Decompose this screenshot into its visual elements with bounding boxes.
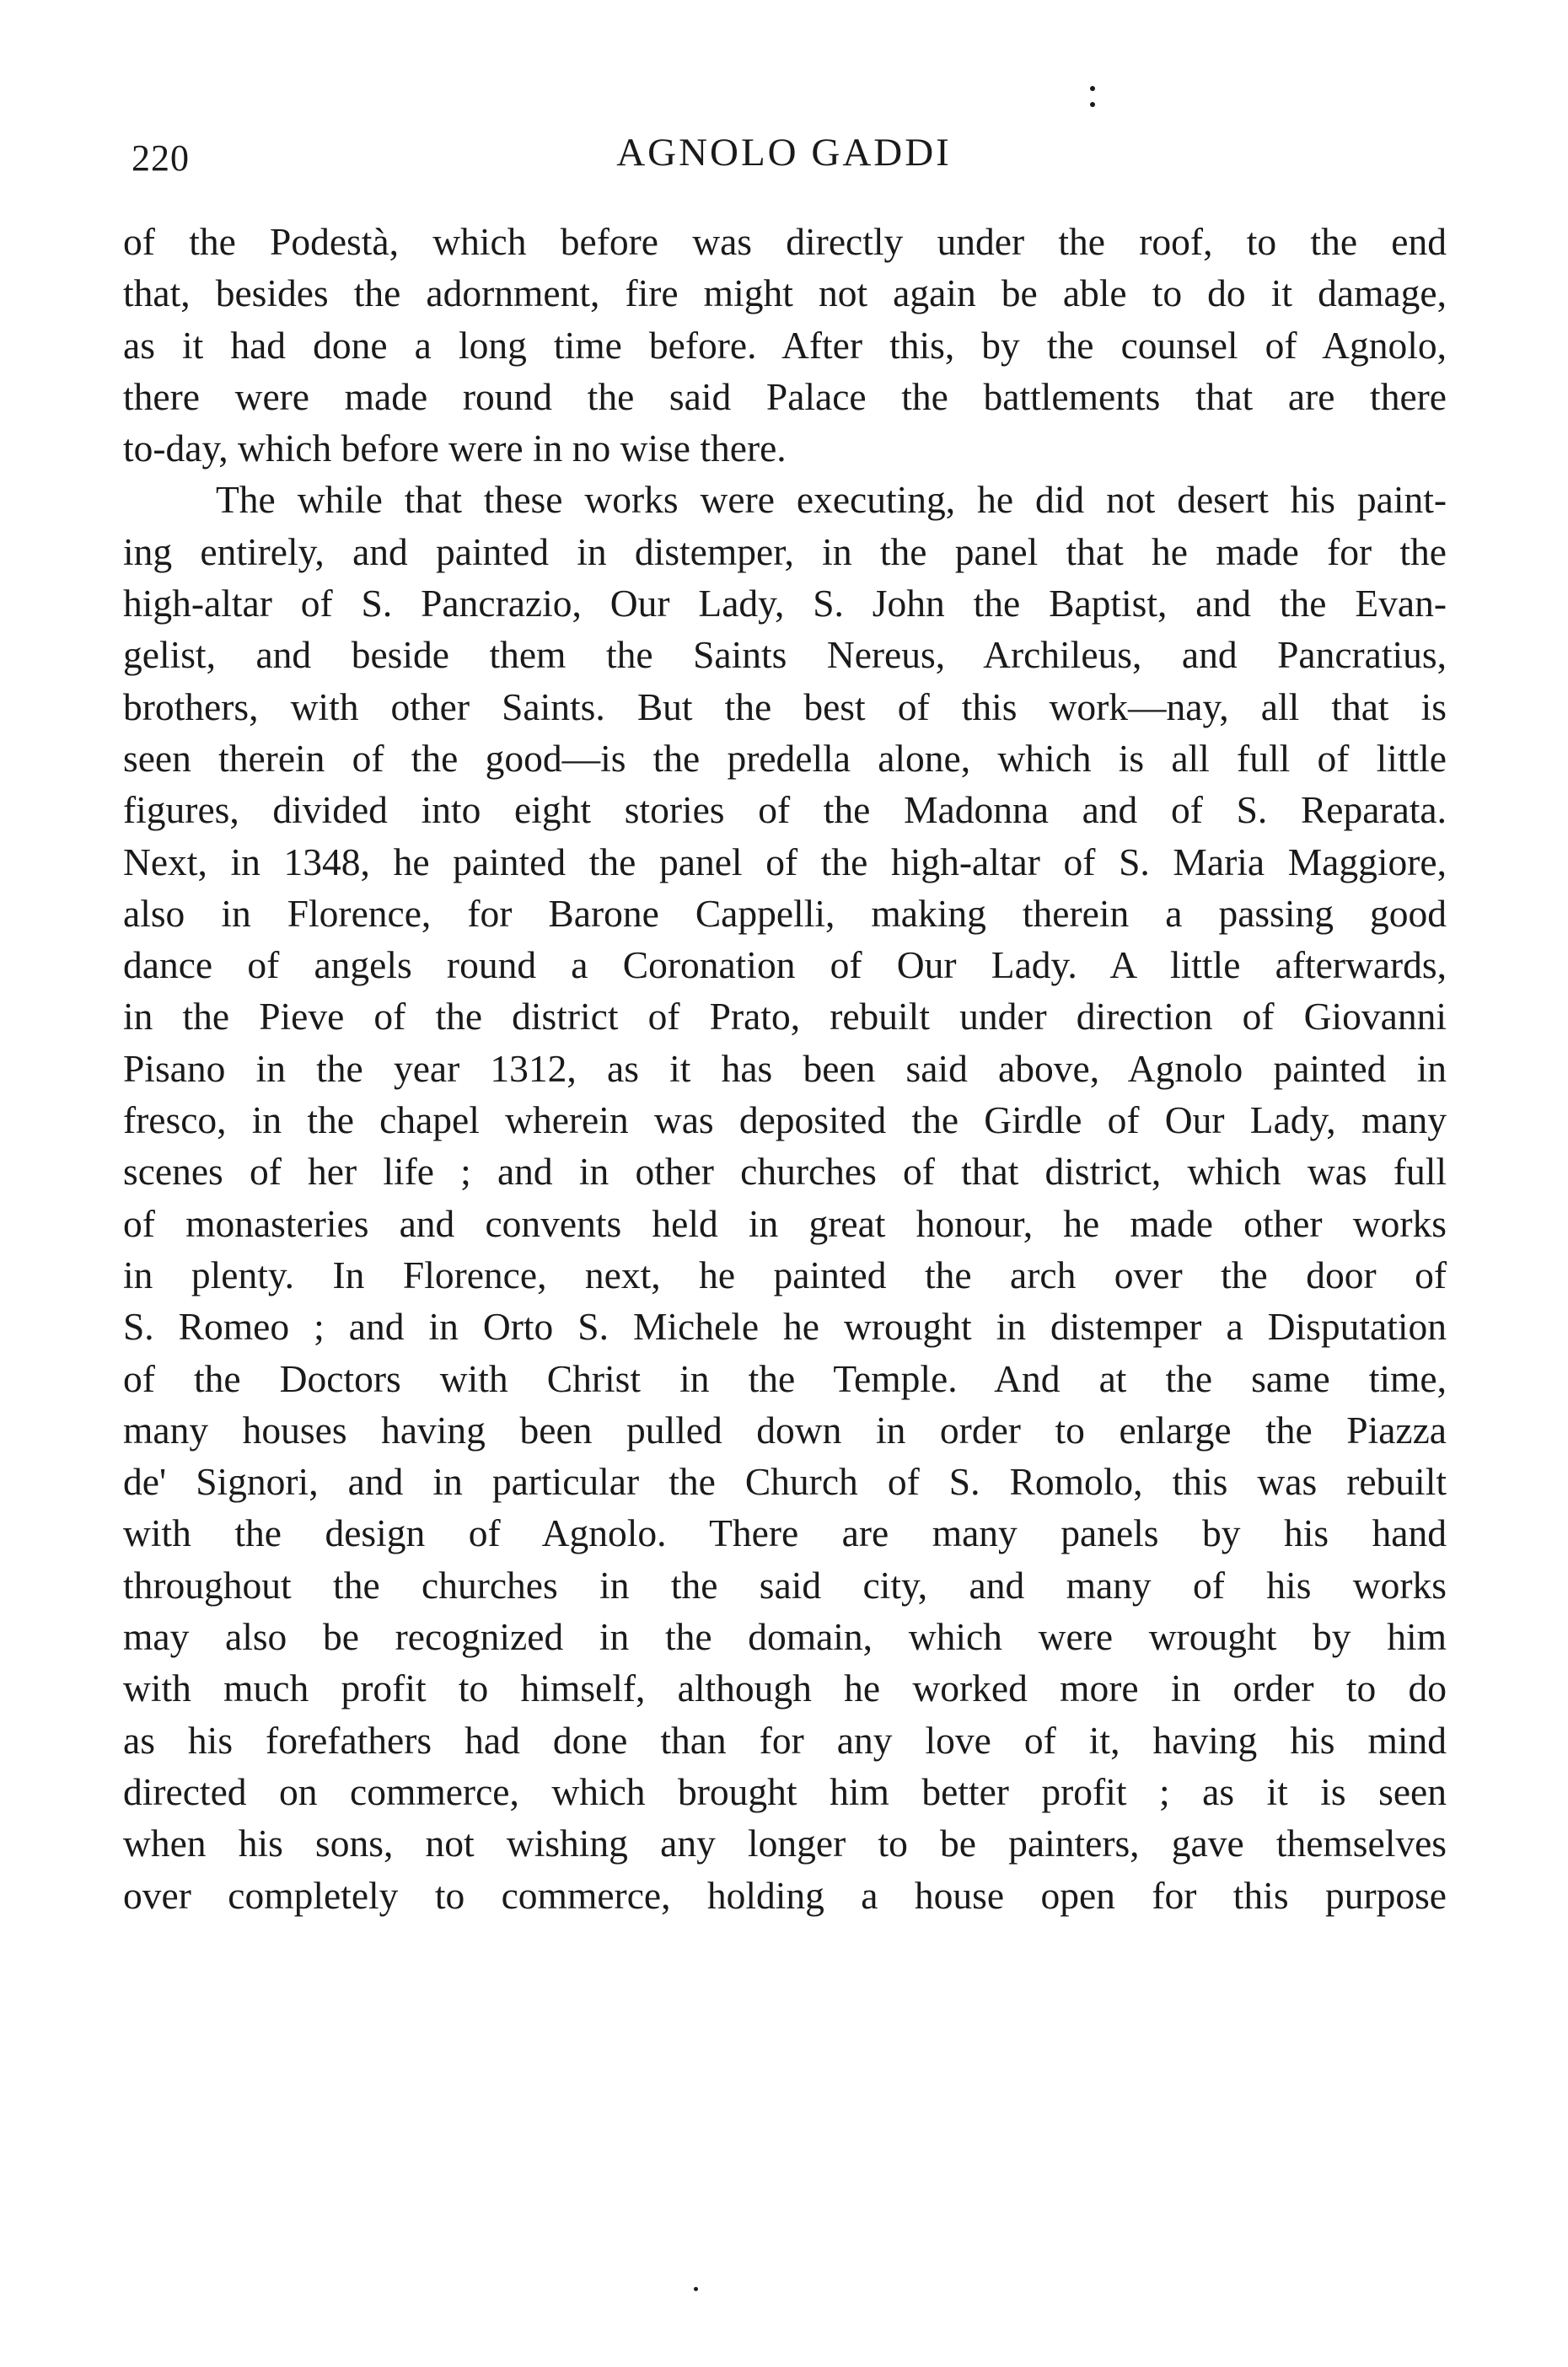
- text-line: that, besides the adornment, fire might not again be able to do it damage,: [123, 271, 1447, 315]
- text-line: of monasteries and convents held in great honour, he made other works: [123, 1201, 1447, 1245]
- text-line: dance of angels round a Coronation of Our Lady. A little afterwards,: [123, 943, 1447, 987]
- paragraph-1: [123, 216, 1447, 474]
- text-line: of the Podestà, which before was directly under the roof, to the end: [123, 220, 1447, 263]
- running-title: AGNOLO GADDI: [616, 131, 952, 174]
- text-line: fresco, in the chapel wherein was deposited the Girdle of Our Lady, many: [123, 1098, 1447, 1142]
- paragraph-2: [123, 474, 1447, 1920]
- text-line: high-altar of S. Pancrazio, Our Lady, S. John the Baptist, and the Evan-: [123, 582, 1447, 625]
- text-line: gelist, and beside them the Saints Nereus, Archileus, and Pancratius,: [123, 633, 1447, 677]
- ink-speck-top-lower: [1090, 102, 1095, 107]
- text-line: de' Signori, and in particular the Church of S. Romolo, this was rebuilt: [123, 1460, 1447, 1504]
- text-line: over completely to commerce, holding a house open for this purpose: [123, 1873, 1447, 1917]
- text-line: also in Florence, for Barone Cappelli, making therein a passing good: [123, 891, 1447, 935]
- text-line: scenes of her life ; and in other churches of that district, which was full: [123, 1150, 1447, 1194]
- text-line: directed on commerce, which brought him better profit ; as it is seen: [123, 1769, 1447, 1813]
- body-text: [123, 216, 1447, 1921]
- text-line: Next, in 1348, he painted the panel of the high-altar of S. Maria Maggiore,: [123, 840, 1447, 883]
- text-line: to-day, which before were in no wise there.: [123, 427, 787, 470]
- text-line: as his forefathers had done than for any love of it, having his mind: [123, 1718, 1447, 1762]
- text-line: brothers, with other Saints. But the best of this work—nay, all that is: [123, 684, 1447, 728]
- text-line: many houses having been pulled down in order to enlarge the Piazza: [123, 1408, 1447, 1452]
- text-line: when his sons, not wishing any longer to be painters, gave themselves: [123, 1822, 1447, 1865]
- text-line: in the Pieve of the district of Prato, rebuilt under direction of Giovanni: [123, 995, 1447, 1039]
- page-number: 220: [132, 137, 190, 179]
- text-line: with much profit to himself, although he worked more in order to do: [123, 1667, 1447, 1710]
- text-line: with the design of Agnolo. There are many panels by his hand: [123, 1511, 1447, 1555]
- text-line: there were made round the said Palace the battlements that are there: [123, 374, 1447, 418]
- ink-speck-top: [1090, 86, 1095, 91]
- text-line: throughout the churches in the said city, and many of his works: [123, 1563, 1447, 1607]
- text-line: in plenty. In Florence, next, he painted the arch over the door of: [123, 1253, 1447, 1296]
- text-line: may also be recognized in the domain, which were wrought by him: [123, 1615, 1447, 1659]
- text-line: as it had done a long time before. After this, by the counsel of Agnolo,: [123, 323, 1447, 367]
- text-line: seen therein of the good—is the predella alone, which is all full of little: [123, 736, 1447, 780]
- text-line: The while that these works were executing, he did not desert his paint-: [216, 478, 1447, 522]
- text-line: of the Doctors with Christ in the Temple. And at the same time,: [123, 1356, 1447, 1400]
- text-line: S. Romeo ; and in Orto S. Michele he wrought in distemper a Disputation: [123, 1305, 1447, 1349]
- text-line: figures, divided into eight stories of the Madonna and of S. Reparata.: [123, 788, 1447, 832]
- text-line: Pisano in the year 1312, as it has been said above, Agnolo painted in: [123, 1046, 1447, 1090]
- text-line: ing entirely, and painted in distemper, in the panel that he made for the: [123, 529, 1447, 573]
- ink-speck-bottom: [694, 2287, 698, 2291]
